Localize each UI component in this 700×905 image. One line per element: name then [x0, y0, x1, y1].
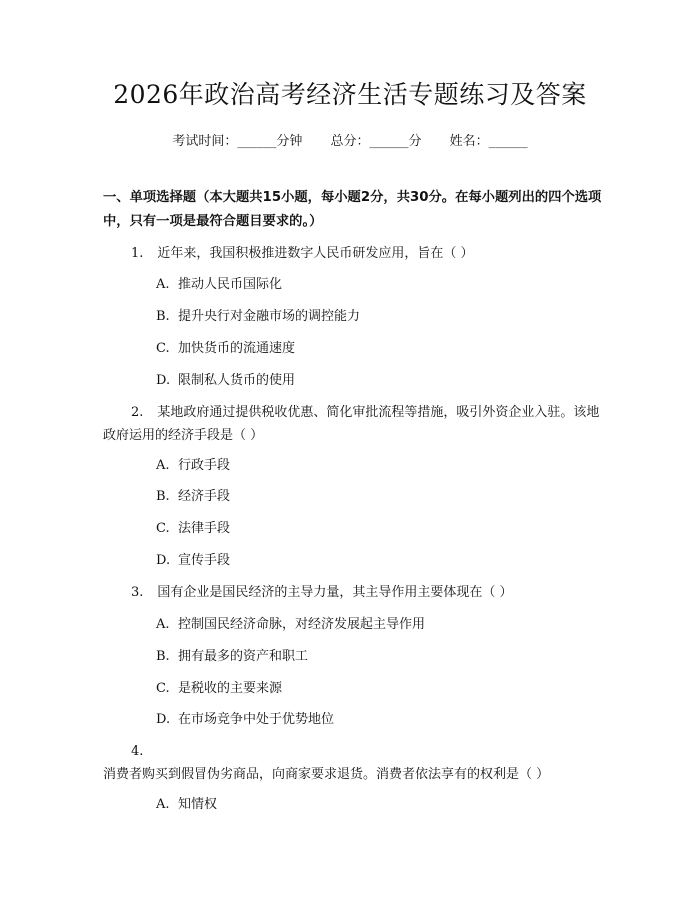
option-label: B.	[156, 309, 170, 324]
option-text: 提升央行对金融市场的调控能力	[178, 309, 361, 324]
q2-option-b	[156, 485, 596, 508]
question-number: 3.	[131, 585, 144, 600]
q3-option-b	[156, 645, 596, 668]
score-label: 总分：	[330, 134, 370, 149]
question-3	[103, 581, 603, 604]
time-blank: ______	[237, 134, 277, 149]
q3-option-d	[156, 708, 596, 731]
option-text: 推动人民币国际化	[178, 277, 283, 292]
page-title: 2026年政治高考经济生活专题练习及答案	[113, 80, 587, 109]
option-label: D.	[156, 373, 171, 388]
option-text: 知情权	[178, 797, 218, 812]
option-text: 拥有最多的资产和职工	[178, 649, 309, 664]
option-label: B.	[156, 489, 170, 504]
option-label: A.	[156, 277, 170, 292]
question-4	[103, 740, 603, 786]
option-text: 在市场竞争中处于优势地位	[178, 712, 335, 727]
option-label: C.	[156, 681, 170, 696]
option-label: D.	[156, 712, 171, 727]
score-unit: 分	[408, 134, 422, 149]
q2-option-a	[156, 454, 596, 477]
option-text: 控制国民经济命脉，对经济发展起主导作用	[178, 617, 426, 632]
q1-option-c	[156, 337, 596, 360]
q1-option-a	[156, 273, 596, 296]
exam-info-line	[0, 132, 700, 152]
question-number: 1.	[131, 246, 144, 261]
option-label: C.	[156, 521, 170, 536]
q1-option-b	[156, 305, 596, 328]
question-text: 近年来，我国积极推进数字人民币研发应用，旨在（ ）	[157, 246, 474, 261]
score-blank: ______	[369, 134, 409, 149]
option-label: A.	[156, 458, 170, 473]
section-heading: 一、单项选择题（本大题共15小题，每小题2分，共30分。在每小题列出的四个选项中，只有一项是最符合题目要求的。）	[103, 190, 602, 229]
option-label: B.	[156, 649, 170, 664]
question-text: 某地政府通过提供税收优惠、简化审批流程等措施，吸引外资企业入驻。该地政府运用的经济手段是（ ）	[103, 405, 600, 443]
question-number: 2.	[131, 405, 144, 420]
option-label: A.	[156, 797, 170, 812]
option-label: A.	[156, 617, 170, 632]
time-unit: 分钟	[276, 134, 303, 149]
option-text: 加快货币的流通速度	[178, 341, 296, 356]
option-text: 经济手段	[178, 489, 231, 504]
option-text: 限制私人货币的使用	[178, 373, 296, 388]
time-label: 考试时间：	[172, 134, 238, 149]
question-number: 4.	[131, 744, 144, 759]
name-label: 姓名：	[449, 134, 489, 149]
q2-option-c	[156, 517, 596, 540]
q4-option-a	[156, 793, 596, 816]
question-1	[103, 242, 603, 265]
option-text: 法律手段	[178, 521, 231, 536]
q3-option-c	[156, 677, 596, 700]
q3-option-a	[156, 613, 596, 636]
question-text: 消费者购买到假冒伪劣商品，向商家要求退货。消费者依法享有的权利是（ ）	[103, 767, 550, 782]
name-blank: ______	[488, 134, 528, 149]
option-label: D.	[156, 553, 171, 568]
option-label: C.	[156, 341, 170, 356]
option-text: 行政手段	[178, 458, 231, 473]
question-text: 国有企业是国民经济的主导力量，其主导作用主要体现在（ ）	[157, 585, 513, 600]
option-text: 宣传手段	[178, 553, 231, 568]
q2-option-d	[156, 549, 596, 572]
q1-option-d	[156, 369, 596, 392]
question-2	[103, 401, 603, 447]
option-text: 是税收的主要来源	[178, 681, 283, 696]
